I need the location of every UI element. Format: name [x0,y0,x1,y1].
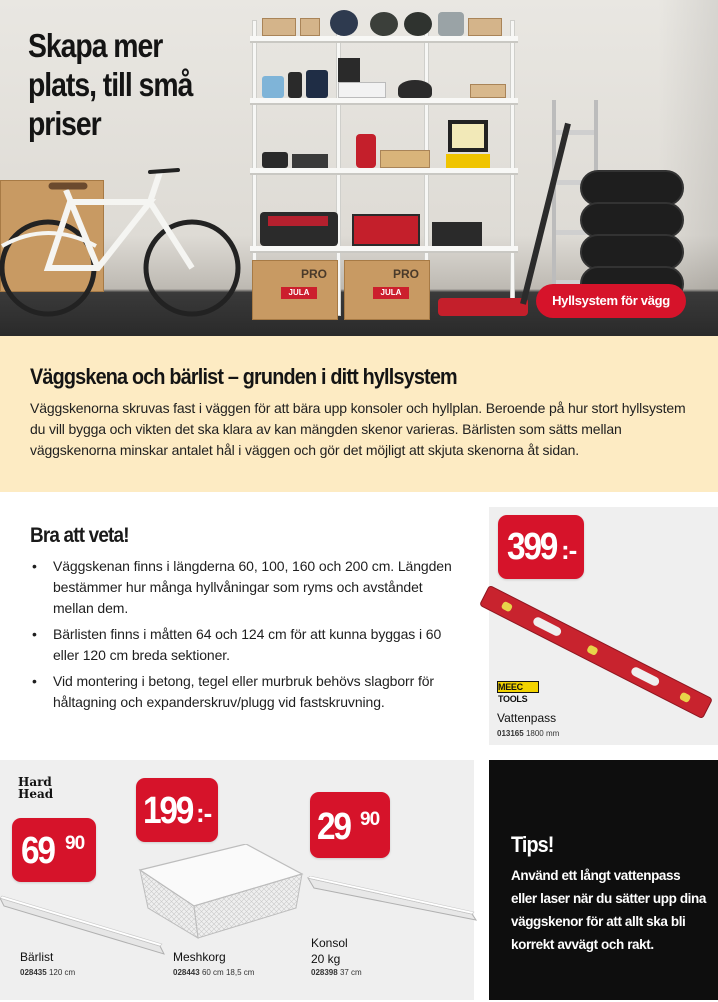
hyllsystem-tag-button[interactable]: Hyllsystem för vägg [536,284,686,318]
product-name: Konsol [311,936,348,950]
price-main: 69 [21,830,54,872]
intro-section [0,336,718,492]
product-meta: 028443 60 cm 18,5 cm [173,968,255,977]
product-capacity: 20 kg [311,952,341,966]
product-name: Vattenpass [497,711,557,725]
meshkorg-image [134,844,306,940]
hard-head-logo: Hard Head [18,775,54,801]
product-name: Meshkorg [173,950,226,964]
konsol-image [306,876,478,922]
price-sup: 90 [65,833,85,854]
price-suffix: :- [561,535,577,565]
tips-body: Använd ett långt vattenpass eller laser när du sätter upp dina väggskenor för att allt ska bli korrekt avvägt och rakt. [511,868,706,952]
meec-tools-logo: MEEC TOOLS [497,681,539,705]
price-main: 199 [143,790,193,832]
hero-banner: PRO JULA PRO JULA Skapa mer plats, till små priser Hyllsystem för vägg [0,0,718,336]
price-main: 29 [317,806,350,848]
product-name: Bärlist [20,950,54,964]
price-tag [136,778,218,842]
price-suffix: :- [196,798,212,828]
product-meta: 028435 120 cm [20,968,76,977]
tips-heading: Tips! [511,832,554,857]
product-meta: 028398 37 cm [311,968,362,977]
price-tag [498,515,584,579]
info-heading: Bra att veta! [30,524,129,547]
info-bullet: • Bärlisten finns i måtten 64 och 124 cm för att kunna byggas i 60 eller 120 cm breda sektioner. [30,624,460,666]
product-meta: 013165 1800 mm [497,729,560,738]
product-card-vattenpass[interactable] [489,507,718,745]
intro-heading: Väggskena och bärlist – grunden i ditt hyllsystem [30,364,457,389]
info-list [30,556,460,718]
price-tag [310,792,390,858]
product-konsol[interactable] [300,760,480,1000]
info-bullet: • Vid montering i betong, tegel eller murbruk behövs slagborr för håltagning och expanderskruv/plugg vid fastskruvning. [30,671,460,713]
intro-body: Väggskenorna skruvas fast i väggen för att bära upp konsoler och hyllplan. Beroende på hur stort hyllsystem du vill bygga och vikten det ska klara av kan mängden skenor varieras. Bärlisten som sätts mellan väggskenorna minskar antalet hål i väggen och gör det möjligt att skjuta skenorna åt sidan. [30,400,686,458]
price-sup: 90 [360,809,380,830]
product-barlist[interactable] [0,760,150,1000]
product-meshkorg[interactable] [130,760,310,1000]
tips-box [489,760,718,1000]
price-main: 399 [507,526,557,568]
hero-title: Skapa mer plats, till små priser [28,27,193,142]
info-bullet: • Väggskenan finns i längderna 60, 100, 160 och 200 cm. Längden bestämmer hur många hyllvåningar som ryms och avståndet mellan dem. [30,556,460,619]
price-tag [12,818,96,882]
